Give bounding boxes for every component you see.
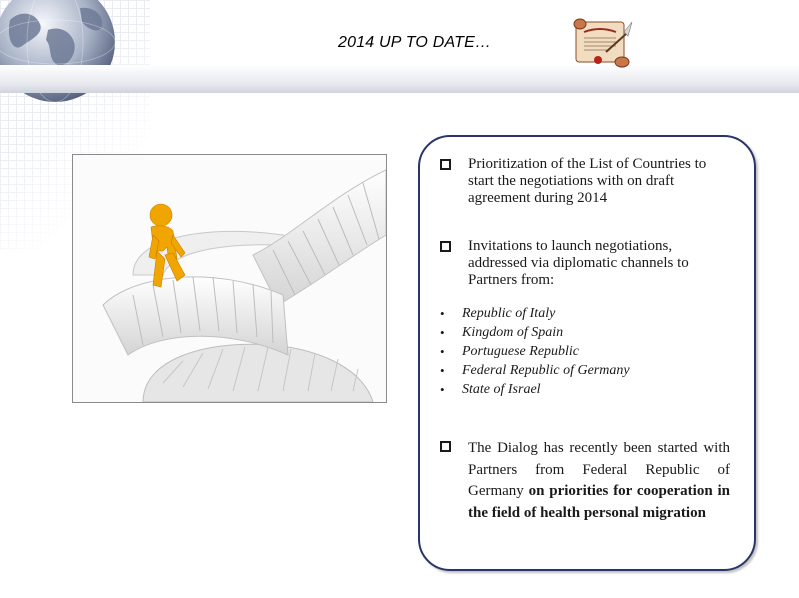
treaty-scroll-icon <box>570 14 636 74</box>
checkbox-bullet-icon <box>440 159 451 170</box>
bullet-dot-icon: • <box>440 325 445 340</box>
checkbox-bullet-icon <box>440 241 451 252</box>
bullet-dot-icon: • <box>440 382 445 397</box>
checkbox-bullet-icon <box>440 441 451 452</box>
slide-title: 2014 UP TO DATE… <box>338 34 492 51</box>
bullet-text: The Dialog has recently been started with Partners from Federal Republic of Germany on priorities for cooperation in the field of health personal migration <box>468 440 730 521</box>
bullet-text: Prioritization of the List of Countries to start the negotiations with on draft agreement during 2014 <box>468 156 707 206</box>
globe-icon <box>0 0 120 110</box>
spiral-staircase-figure <box>73 155 386 402</box>
bullet-dot-icon: • <box>440 344 445 359</box>
bullet-dot-icon: • <box>440 363 445 378</box>
bullet-text: Invitations to launch negotiations, addressed via diplomatic channels to Partners from: <box>468 238 689 288</box>
header-bar <box>0 65 799 93</box>
staircase-illustration <box>72 154 387 403</box>
bullet-dot-icon: • <box>440 306 445 321</box>
